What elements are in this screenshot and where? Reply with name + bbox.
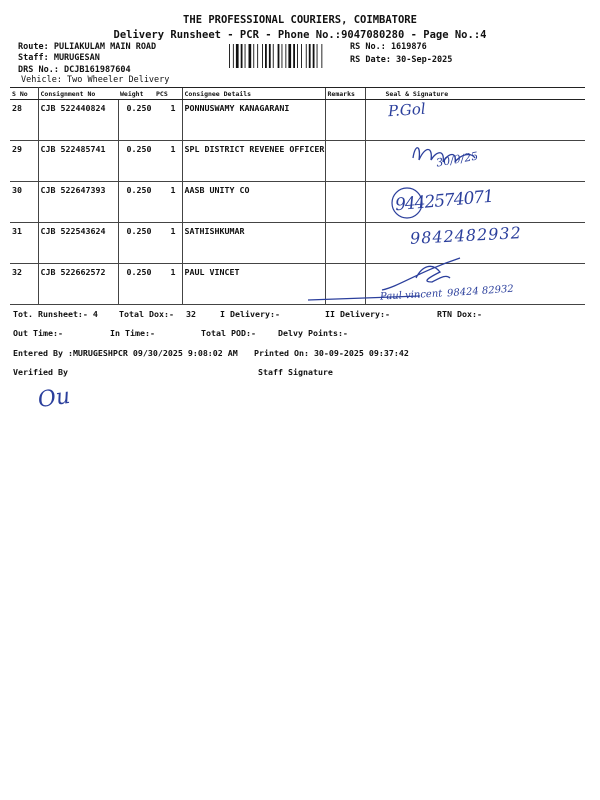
verified-by: Verified By xyxy=(13,367,68,377)
row-consignee: SATHISHKUMAR xyxy=(182,223,325,264)
verified-initials: Ou xyxy=(36,383,72,414)
staff-label: Staff: MURUGESAN xyxy=(18,53,100,63)
handwritten-phone-row-32: 98424 82932 xyxy=(446,283,515,300)
row-weight: 0.250 xyxy=(118,141,154,182)
handwritten-phone-row-30: 9442574071 xyxy=(394,186,494,216)
signature-row-28: P.Gol xyxy=(387,99,427,121)
table-row xyxy=(10,141,585,182)
drs-number: DRS No.: DCJB161987604 xyxy=(18,65,131,75)
table-row xyxy=(10,182,585,223)
row-pcs: 1 xyxy=(154,264,182,305)
total-pod: Total POD:- xyxy=(201,328,256,338)
col-consignment: Consignment No xyxy=(38,88,118,100)
table-header-row xyxy=(10,88,585,100)
row-remarks xyxy=(325,141,365,182)
row-weight: 0.250 xyxy=(118,100,154,141)
company-title: THE PROFESSIONAL COURIERS, COIMBATORE xyxy=(183,14,417,26)
col-seal-signature: Seal & Signature xyxy=(365,88,585,100)
barcode-image xyxy=(228,44,346,68)
total-dox-value: 32 xyxy=(186,309,196,319)
col-remarks: Remarks xyxy=(325,88,365,100)
in-time: In Time:- xyxy=(110,328,155,338)
row-consignee: PONNUSWAMY KANAGARANI xyxy=(182,100,325,141)
row-consignment-no: CJB 522662572 xyxy=(38,264,118,305)
i-delivery: I Delivery:- xyxy=(220,309,280,319)
ii-delivery: II Delivery:- xyxy=(325,309,390,319)
row-pcs: 1 xyxy=(154,182,182,223)
row-remarks xyxy=(325,223,365,264)
printed-on: Printed On: 30-09-2025 09:37:42 xyxy=(254,348,409,358)
row-seal xyxy=(365,264,585,305)
row-weight: 0.250 xyxy=(118,264,154,305)
row-sno: 28 xyxy=(10,100,38,141)
row-pcs: 1 xyxy=(154,223,182,264)
col-consignee: Consignee Details xyxy=(182,88,325,100)
row-pcs: 1 xyxy=(154,141,182,182)
runsheet-subtitle: Delivery Runsheet - PCR - Phone No.:9047080280 - Page No.:4 xyxy=(113,29,487,41)
row-sno: 31 xyxy=(10,223,38,264)
row-consignee: AASB UNITY CO xyxy=(182,182,325,223)
row-seal xyxy=(365,182,585,223)
delvy-points: Delvy Points:- xyxy=(278,328,348,338)
row-consignment-no: CJB 522485741 xyxy=(38,141,118,182)
entered-by: Entered By :MURUGESHPCR 09/30/2025 9:08:02 AM xyxy=(13,348,238,358)
tot-runsheet: Tot. Runsheet:- 4 xyxy=(13,309,98,319)
row-consignment-no: CJB 522647393 xyxy=(38,182,118,223)
total-dox-label: Total Dox:- xyxy=(119,309,174,319)
row-consignment-no: CJB 522543624 xyxy=(38,223,118,264)
row-weight: 0.250 xyxy=(118,223,154,264)
out-time: Out Time:- xyxy=(13,328,63,338)
row-seal xyxy=(365,223,585,264)
route-label: Route: PULIAKULAM MAIN ROAD xyxy=(18,42,157,52)
vehicle-label: Vehicle: Two Wheeler Delivery xyxy=(21,75,170,85)
row-pcs: 1 xyxy=(154,100,182,141)
signature-row-29-date: 30/9/25 xyxy=(435,149,480,170)
row-remarks xyxy=(325,182,365,223)
table-row xyxy=(10,223,585,264)
row-seal xyxy=(365,141,585,182)
row-sno: 32 xyxy=(10,264,38,305)
col-pcs: PCS xyxy=(154,88,182,100)
row-consignee: PAUL VINCET xyxy=(182,264,325,305)
row-weight: 0.250 xyxy=(118,182,154,223)
row-consignee: SPL DISTRICT REVENEE OFFICER xyxy=(182,141,325,182)
handwritten-phone-row-31: 9842482932 xyxy=(409,223,523,248)
table-row xyxy=(10,264,585,305)
table-row xyxy=(10,100,585,141)
row-remarks xyxy=(325,264,365,305)
row-consignment-no: CJB 522440824 xyxy=(38,100,118,141)
row-remarks xyxy=(325,100,365,141)
col-weight: Weight xyxy=(118,88,154,100)
rs-number: RS No.: 1619876 xyxy=(350,42,427,52)
rs-date: RS Date: 30-Sep-2025 xyxy=(350,55,453,65)
row-seal xyxy=(365,100,585,141)
handwritten-name-row-32: Paul vincent xyxy=(379,288,443,303)
staff-signature: Staff Signature xyxy=(258,367,333,377)
row-sno: 29 xyxy=(10,141,38,182)
row-sno: 30 xyxy=(10,182,38,223)
rtn-dox: RTN Dox:- xyxy=(437,309,482,319)
runsheet-table xyxy=(10,87,585,305)
col-sno: S No xyxy=(10,88,38,100)
